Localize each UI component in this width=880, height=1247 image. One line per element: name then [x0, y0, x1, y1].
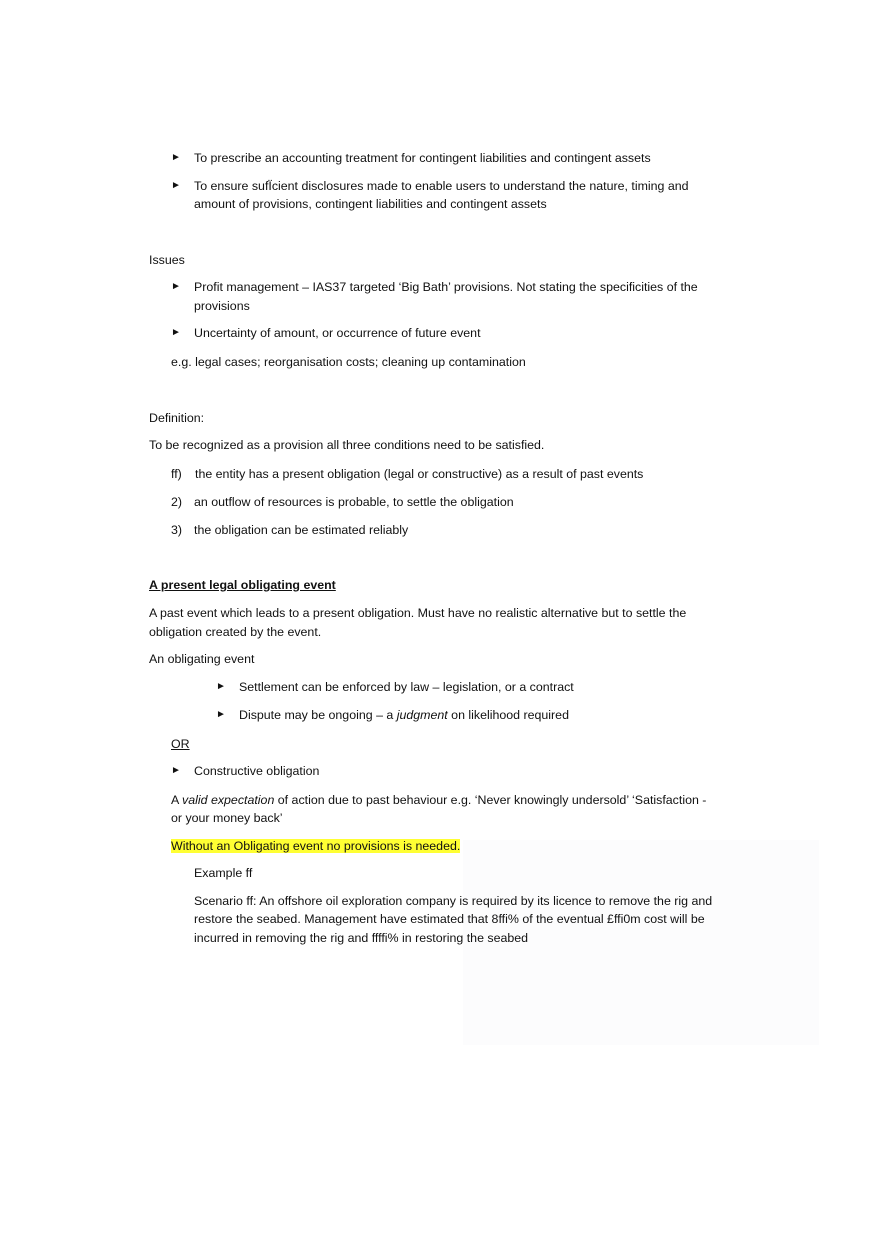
purpose-bullet-1: To prescribe an accounting treatment for contingent liabilities and contingent assets	[194, 151, 651, 165]
obligating-sub-bullet-1: Settlement can be enforced by law – legislation, or a contract	[239, 680, 574, 694]
definition-item-text: the obligation can be estimated reliably	[194, 523, 409, 537]
valid-expectation-line-2: or your money back’	[171, 811, 283, 825]
issues-bullet-1-line-1: Profit management – IAS37 targeted ‘Big Bath’ provisions. Not stating the specificities of the	[194, 280, 698, 294]
obligating-event-label: An obligating event	[149, 652, 255, 666]
example-title: Example ff	[194, 866, 253, 880]
purpose-bullet-2-line-1: To ensure sufÏcient disclosures made to enable users to understand the nature, timing and	[194, 179, 689, 193]
example-scenario-line-1: Scenario ff: An offshore oil exploration company is required by its licence to remove the rig and	[194, 894, 713, 908]
issues-heading: Issues	[149, 253, 185, 267]
definition-item-number: ff)	[171, 467, 182, 481]
triangle-bullet-icon: ►	[216, 681, 226, 692]
definition-heading: Definition:	[149, 411, 205, 425]
obligating-sub-bullet-2	[239, 706, 569, 724]
or-label: OR	[171, 737, 190, 751]
example-scenario-line-2: restore the seabed. Management have estimated that 8ffi% of the eventual £ffi0m cost will be	[194, 912, 705, 926]
issues-bullet-1-line-2: provisions	[194, 299, 250, 313]
sub2-post: on likelihood required	[447, 708, 569, 722]
sub2-pre: Dispute may be ongoing – a	[239, 708, 397, 722]
present-legal-para-line-2: obligation created by the event.	[149, 625, 322, 639]
triangle-bullet-icon: ►	[171, 152, 181, 163]
issues-examples: e.g. legal cases; reorganisation costs; cleaning up contamination	[171, 355, 526, 369]
triangle-bullet-icon: ►	[171, 180, 181, 191]
highlighted-text: Without an Obligating event no provisions is needed.	[171, 839, 461, 853]
issues-bullet-2: Uncertainty of amount, or occurrence of future event	[194, 326, 481, 340]
sub2-emphasis: judgment	[396, 708, 448, 722]
definition-item-text: the entity has a present obligation (legal or constructive) as a result of past events	[195, 467, 644, 481]
valid-pre: A	[171, 793, 183, 807]
highlighted-note	[171, 837, 460, 855]
constructive-obligation-bullet: Constructive obligation	[194, 764, 320, 778]
present-legal-heading: A present legal obligating event	[149, 578, 336, 592]
valid-emphasis: valid expectation	[182, 793, 275, 807]
present-legal-para-line-1: A past event which leads to a present obligation. Must have no realistic alternative but to settle the	[149, 606, 687, 620]
valid-post: of action due to past behaviour e.g. ‘Never knowingly undersold’ ‘Satisfaction -	[274, 793, 707, 807]
definition-item-number: 3)	[171, 523, 183, 537]
valid-expectation-line-1	[171, 791, 706, 809]
triangle-bullet-icon: ►	[171, 765, 181, 776]
definition-item-number: 2)	[171, 495, 183, 509]
definition-item-text: an outflow of resources is probable, to settle the obligation	[194, 495, 514, 509]
triangle-bullet-icon: ►	[171, 281, 181, 292]
example-scenario-line-3: incurred in removing the rig and ffffi% in restoring the seabed	[194, 931, 529, 945]
definition-intro: To be recognized as a provision all three conditions need to be satisfied.	[149, 438, 545, 452]
triangle-bullet-icon: ►	[171, 327, 181, 338]
purpose-bullet-2-line-2: amount of provisions, contingent liabilities and contingent assets	[194, 197, 547, 211]
triangle-bullet-icon: ►	[216, 709, 226, 720]
